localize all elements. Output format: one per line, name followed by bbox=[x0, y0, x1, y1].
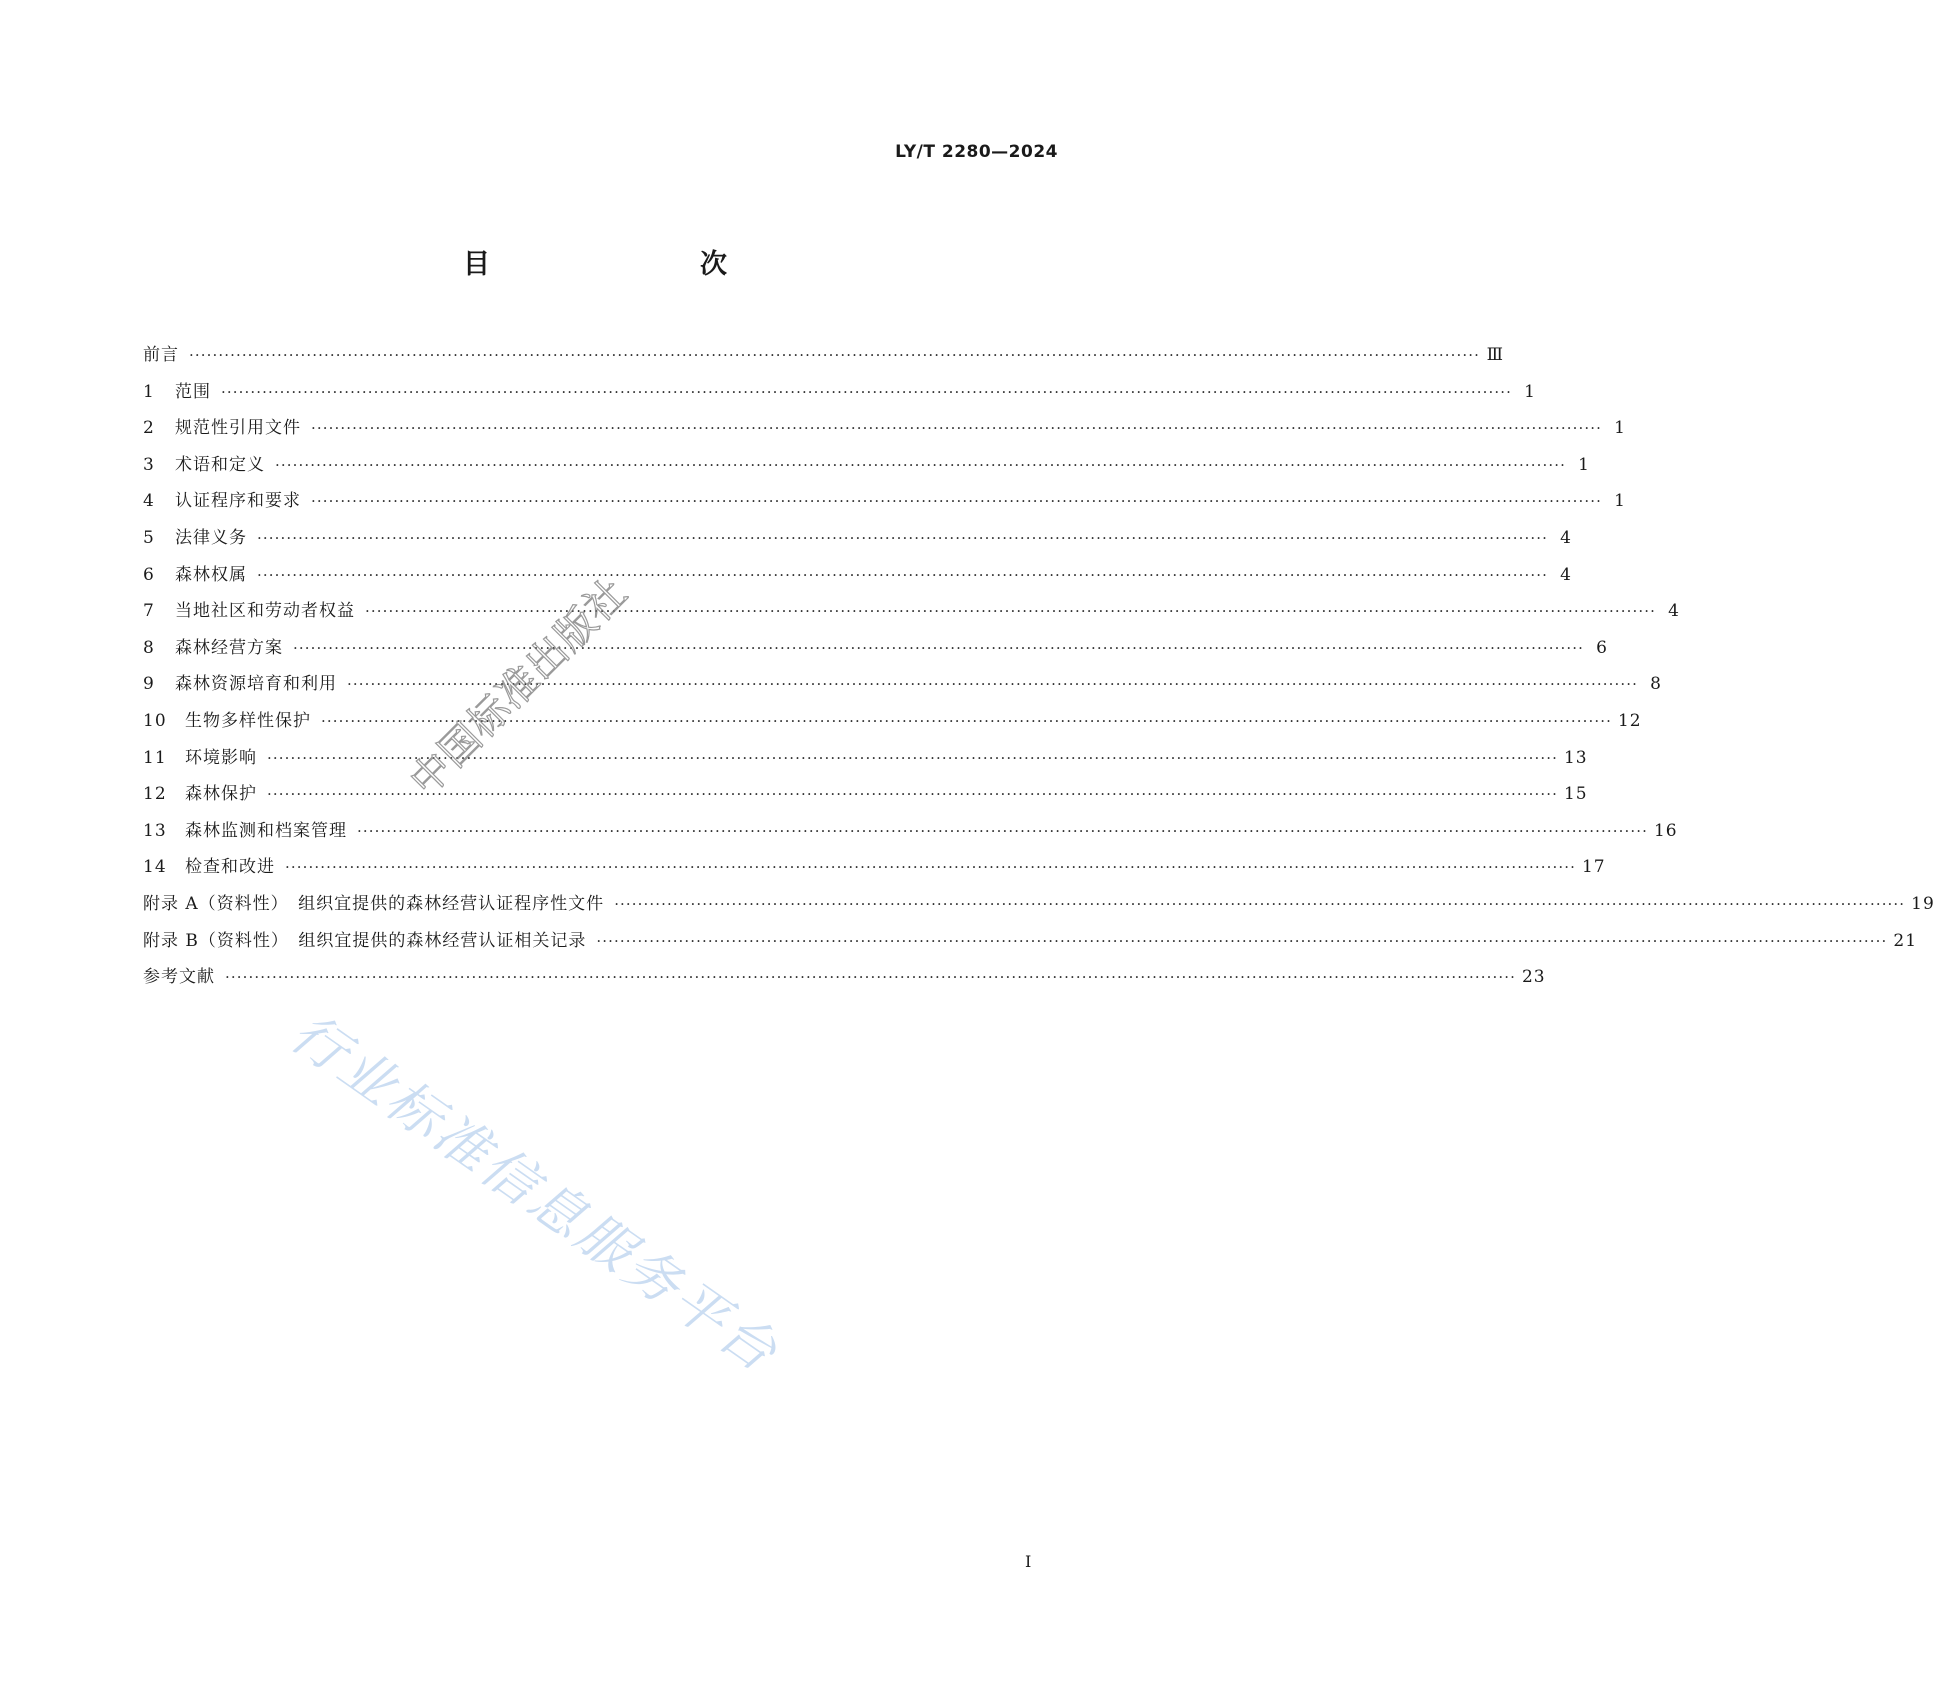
toc-entry-page: 13 bbox=[1563, 747, 1588, 768]
toc-entry-page: 19 bbox=[1911, 893, 1935, 914]
toc-entry-number: 4 bbox=[143, 491, 155, 512]
toc-entry-number: 5 bbox=[143, 527, 155, 548]
toc-entry-label: 法律义务 bbox=[175, 527, 247, 548]
toc-entry-label: 生物多样性保护 bbox=[185, 710, 311, 731]
toc-entry-label: 术语和定义 bbox=[175, 454, 265, 475]
toc-dot-leader: ···························································································································································································································· bbox=[321, 711, 1612, 730]
publisher-watermark: 中国标准出版社 bbox=[401, 569, 637, 805]
toc-entry[interactable] bbox=[143, 926, 1918, 963]
toc-entry-number: 2 bbox=[143, 418, 155, 439]
toc-entry[interactable] bbox=[143, 779, 1588, 816]
standard-code: LY/T 2280—2024 bbox=[895, 142, 1058, 162]
toc-entry[interactable] bbox=[143, 633, 1608, 670]
toc-dot-leader: ···························································································································································································································· bbox=[614, 894, 1906, 913]
toc-entry-label: 森林权属 bbox=[175, 564, 247, 585]
toc-entry-page: Ⅲ bbox=[1486, 345, 1504, 365]
toc-entry-page: 21 bbox=[1893, 930, 1918, 951]
toc-dot-leader: ···························································································································································································································· bbox=[596, 931, 1888, 950]
toc-entry-page: 1 bbox=[1578, 454, 1590, 475]
toc-dot-leader: ···························································································································································································································· bbox=[257, 528, 1548, 547]
toc-dot-leader: ···························································································································································································································· bbox=[365, 602, 1656, 621]
toc-entry[interactable] bbox=[143, 596, 1680, 633]
toc-entry-label: 森林保护 bbox=[185, 784, 257, 805]
toc-dot-leader: ···························································································································································································································· bbox=[257, 565, 1548, 584]
platform-watermark: 行业标准信息服务平台 bbox=[279, 1001, 791, 1386]
table-of-contents bbox=[143, 340, 1935, 999]
toc-entry[interactable] bbox=[143, 486, 1626, 523]
toc-entry-page: 4 bbox=[1668, 601, 1680, 622]
toc-entry-number: 8 bbox=[143, 637, 155, 658]
toc-entry[interactable] bbox=[143, 816, 1678, 853]
toc-entry[interactable] bbox=[143, 743, 1588, 780]
toc-entry[interactable] bbox=[143, 669, 1662, 706]
toc-entry-page: 6 bbox=[1596, 637, 1608, 658]
toc-entry-number: 10 bbox=[143, 710, 167, 731]
toc-entry-page: 1 bbox=[1524, 381, 1536, 402]
toc-entry-label: 附录 A（资料性） 组织宜提供的森林经营认证程序性文件 bbox=[143, 893, 605, 914]
page-title: 目 次 bbox=[463, 249, 779, 280]
toc-entry-label: 当地社区和劳动者权益 bbox=[175, 601, 355, 622]
toc-entry-label: 检查和改进 bbox=[185, 857, 275, 878]
toc-entry-page: 8 bbox=[1650, 674, 1662, 695]
toc-dot-leader: ···························································································································································································································· bbox=[221, 382, 1512, 401]
toc-entry-number: 3 bbox=[143, 454, 155, 475]
toc-entry-label: 规范性引用文件 bbox=[175, 418, 301, 439]
toc-entry-page: 4 bbox=[1560, 527, 1572, 548]
toc-entry-label: 附录 B（资料性） 组织宜提供的森林经营认证相关记录 bbox=[143, 930, 587, 951]
toc-dot-leader: ···························································································································································································································· bbox=[225, 968, 1516, 987]
toc-entry-page: 15 bbox=[1563, 784, 1588, 805]
page-number: I bbox=[1025, 1552, 1032, 1571]
toc-entry-label: 森林经营方案 bbox=[175, 637, 283, 658]
toc-dot-leader: ···························································································································································································································· bbox=[285, 858, 1576, 877]
toc-entry-number: 7 bbox=[143, 601, 155, 622]
toc-entry-page: 1 bbox=[1614, 418, 1626, 439]
toc-entry[interactable] bbox=[143, 962, 1546, 999]
toc-entry[interactable] bbox=[143, 706, 1642, 743]
toc-entry-number: 12 bbox=[143, 784, 167, 805]
toc-entry-label: 前言 bbox=[143, 345, 179, 365]
toc-entry-page: 4 bbox=[1560, 564, 1572, 585]
toc-entry-label: 森林资源培育和利用 bbox=[175, 674, 337, 695]
toc-entry-label: 森林监测和档案管理 bbox=[185, 820, 347, 841]
toc-entry-number: 1 bbox=[143, 381, 155, 402]
toc-dot-leader: ···························································································································································································································· bbox=[357, 821, 1648, 840]
toc-dot-leader: ···························································································································································································································· bbox=[275, 455, 1566, 474]
toc-dot-leader: ···························································································································································································································· bbox=[293, 638, 1584, 657]
toc-dot-leader: ···························································································································································································································· bbox=[311, 419, 1602, 438]
toc-entry-label: 认证程序和要求 bbox=[175, 491, 301, 512]
toc-entry[interactable] bbox=[143, 377, 1536, 414]
toc-dot-leader: ···························································································································································································································· bbox=[267, 748, 1558, 767]
toc-dot-leader: ···························································································································································································································· bbox=[267, 785, 1558, 804]
toc-entry-number: 13 bbox=[143, 820, 167, 841]
toc-entry-number: 9 bbox=[143, 674, 155, 695]
toc-entry-page: 1 bbox=[1614, 491, 1626, 512]
toc-entry-page: 23 bbox=[1521, 967, 1546, 988]
toc-entry[interactable] bbox=[143, 450, 1590, 487]
toc-entry-label: 环境影响 bbox=[185, 747, 257, 768]
toc-entry[interactable] bbox=[143, 523, 1572, 560]
toc-dot-leader: ···························································································································································································································· bbox=[311, 492, 1602, 511]
toc-entry[interactable] bbox=[143, 889, 1935, 926]
toc-entry-label: 范围 bbox=[175, 381, 211, 402]
toc-entry[interactable] bbox=[143, 413, 1626, 450]
toc-entry-page: 17 bbox=[1581, 857, 1606, 878]
toc-entry-number: 6 bbox=[143, 564, 155, 585]
toc-entry[interactable] bbox=[143, 340, 1504, 377]
toc-entry-page: 12 bbox=[1617, 710, 1642, 731]
toc-dot-leader: ···························································································································································································································· bbox=[189, 346, 1480, 364]
toc-entry[interactable] bbox=[143, 560, 1572, 597]
toc-entry-number: 11 bbox=[143, 747, 167, 768]
toc-dot-leader: ···························································································································································································································· bbox=[347, 675, 1638, 694]
toc-entry-number: 14 bbox=[143, 857, 167, 878]
toc-entry-label: 参考文献 bbox=[143, 967, 215, 988]
toc-entry-page: 16 bbox=[1653, 820, 1678, 841]
toc-entry[interactable] bbox=[143, 852, 1606, 889]
